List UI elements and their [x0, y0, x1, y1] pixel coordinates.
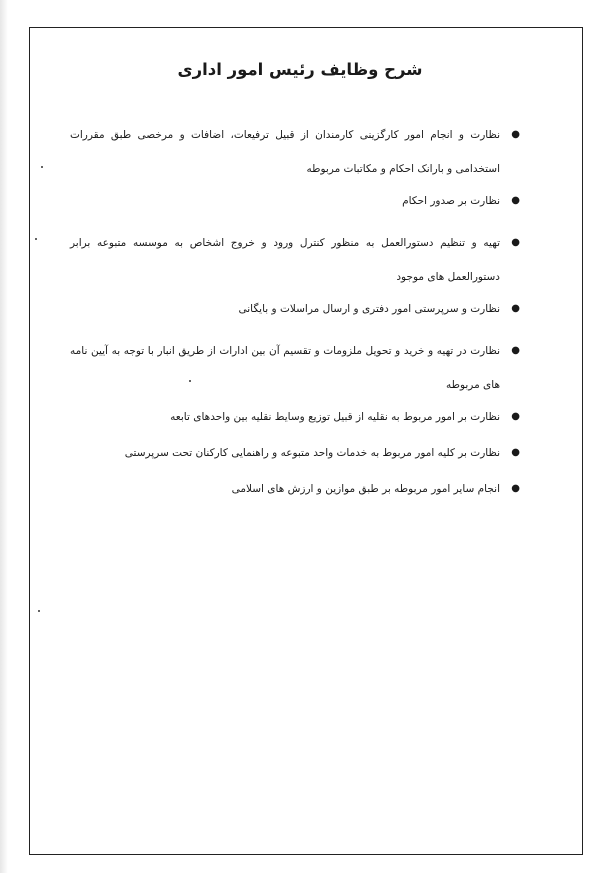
- duty-item: [70, 298, 520, 320]
- scan-speck: [41, 166, 43, 168]
- bullet-icon: ●: [511, 411, 520, 422]
- scan-speck: [189, 380, 191, 382]
- scan-edge-shadow: [0, 0, 8, 873]
- bullet-icon: ●: [511, 447, 520, 458]
- bullet-icon: ●: [511, 303, 520, 314]
- duty-text: نظارت بر صدور احکام: [402, 195, 500, 207]
- duty-text: نظارت بر امور مربوط به نقلیه از قبیل توزیع وسایط نقلیه بین واحدهای تابعه: [170, 411, 500, 423]
- duty-item: [70, 190, 520, 212]
- duty-item: [70, 478, 520, 500]
- duty-item: [70, 118, 520, 186]
- duty-text: انجام سایر امور مربوطه بر طبق موازین و ارزش های اسلامی: [231, 483, 500, 495]
- duty-text: تهیه و تنظیم دستورالعمل به منظور کنترل ورود و خروج اشخاص به موسسه متبوعه برابر دستورالعمل های موجود: [70, 237, 500, 283]
- bullet-icon: ●: [511, 483, 520, 494]
- bullet-icon: ●: [511, 195, 520, 206]
- duty-item: [70, 226, 520, 294]
- bullet-icon: ●: [511, 237, 520, 248]
- scan-speck: [35, 238, 37, 240]
- document-title: شرح وظایف رئیس امور اداری: [177, 60, 423, 79]
- duty-text: نظارت و سرپرستی امور دفتری و ارسال مراسلات و بایگانی: [238, 303, 500, 315]
- duty-item: [70, 334, 520, 402]
- duty-text: نظارت در تهیه و خرید و تحویل ملزومات و تقسیم آن بین ادارات از طریق انبار با توجه به آیین نامه های مربوطه: [70, 345, 500, 391]
- bullet-icon: ●: [511, 345, 520, 356]
- duty-text: نظارت و انجام امور کارگزینی کارمندان از قبیل ترفیعات، اضافات و مرخصی طبق مقررات استخدامی و بارانک احکام و مکاتبات مربوطه: [70, 129, 500, 175]
- scan-speck: [38, 610, 40, 612]
- duty-item: [70, 442, 520, 464]
- duty-item: [70, 406, 520, 428]
- duties-list: [70, 118, 520, 514]
- bullet-icon: ●: [511, 129, 520, 140]
- duty-text: نظارت بر کلیه امور مربوط به خدمات واحد متبوعه و راهنمایی کارکنان تحت سرپرستی: [124, 447, 500, 459]
